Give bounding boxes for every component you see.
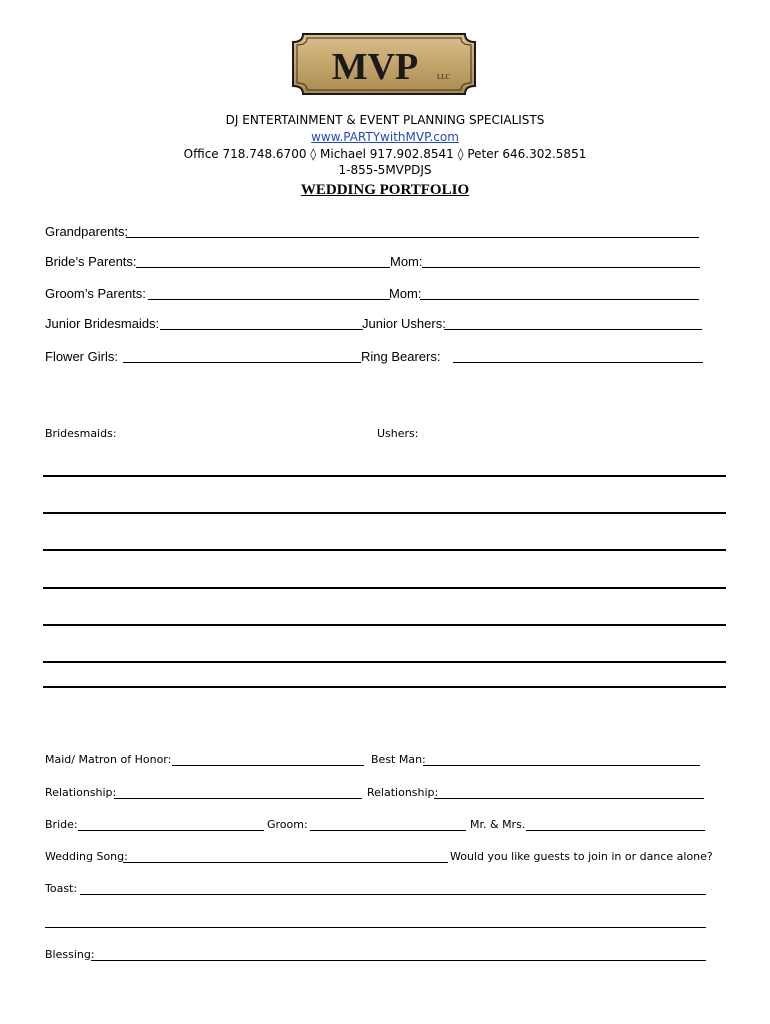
grandparents-field[interactable] <box>126 237 699 238</box>
party-line-7[interactable] <box>43 686 726 688</box>
grooms-mom-field[interactable] <box>420 299 699 300</box>
flower-girls-field[interactable] <box>123 362 361 363</box>
party-line-3[interactable] <box>43 549 726 551</box>
junior-ushers-label: Junior Ushers: <box>362 316 446 331</box>
best-man-field[interactable] <box>423 765 700 766</box>
grooms-parents-label: Groom’s Parents: <box>45 286 146 301</box>
toast-label: Toast: <box>45 882 78 895</box>
ring-bearers-field[interactable] <box>453 362 703 363</box>
junior-bridesmaids-field[interactable] <box>160 329 363 330</box>
blessing-field[interactable] <box>91 960 706 961</box>
tagline: DJ ENTERTAINMENT & EVENT PLANNING SPECIALISTS <box>225 113 545 127</box>
logo-text: MVP <box>331 46 419 88</box>
brides-parents-field[interactable] <box>136 267 390 268</box>
ushers-label: Ushers: <box>377 427 419 440</box>
dance-question-label: Would you like guests to join in or dance alone? <box>450 850 713 863</box>
brides-mom-field[interactable] <box>422 267 700 268</box>
website-link[interactable]: www.PARTYwithMVP.com <box>311 130 459 144</box>
mr-mrs-label: Mr. & Mrs. <box>470 818 526 831</box>
page-title: WEDDING PORTFOLIO <box>300 182 470 198</box>
flower-girls-label: Flower Girls: <box>45 349 118 364</box>
maid-of-honor-label: Maid/ Matron of Honor: <box>45 753 172 766</box>
party-line-4[interactable] <box>43 587 726 589</box>
toast-field-2[interactable] <box>45 927 706 928</box>
groom-label: Groom: <box>267 818 308 831</box>
grooms-mom-label: Mom: <box>389 286 422 301</box>
grooms-parents-field[interactable] <box>148 299 390 300</box>
brides-mom-label: Mom: <box>390 254 423 269</box>
junior-ushers-field[interactable] <box>444 329 702 330</box>
party-line-1[interactable] <box>43 475 726 477</box>
party-line-5[interactable] <box>43 624 726 626</box>
relationship-field-2[interactable] <box>434 798 704 799</box>
best-man-label: Best Man: <box>371 753 426 766</box>
phone-alt: 1-855-5MVPDJS <box>338 163 432 177</box>
relationship-label-2: Relationship: <box>367 786 439 799</box>
maid-of-honor-field[interactable] <box>172 765 364 766</box>
relationship-label-1: Relationship: <box>45 786 117 799</box>
brides-parents-label: Bride’s Parents: <box>45 254 137 269</box>
logo-suffix: LLC <box>437 73 451 81</box>
party-line-2[interactable] <box>43 512 726 514</box>
bride-label: Bride: <box>45 818 78 831</box>
ring-bearers-label: Ring Bearers: <box>361 349 441 364</box>
grandparents-label: Grandparents: <box>45 224 129 239</box>
bridesmaids-label: Bridesmaids: <box>45 427 117 440</box>
junior-bridesmaids-label: Junior Bridesmaids: <box>45 316 160 331</box>
bride-field[interactable] <box>78 830 264 831</box>
mvp-logo <box>291 32 477 96</box>
relationship-field-1[interactable] <box>114 798 362 799</box>
contact-line: Office 718.748.6700 ◊ Michael 917.902.8541 ◊ Peter 646.302.5851 <box>183 147 587 161</box>
toast-field[interactable] <box>80 894 706 895</box>
mr-mrs-field[interactable] <box>526 830 705 831</box>
groom-field[interactable] <box>310 830 466 831</box>
wedding-song-label: Wedding Song: <box>45 850 128 863</box>
wedding-song-field[interactable] <box>123 862 448 863</box>
party-line-6[interactable] <box>43 661 726 663</box>
blessing-label: Blessing: <box>45 948 95 961</box>
